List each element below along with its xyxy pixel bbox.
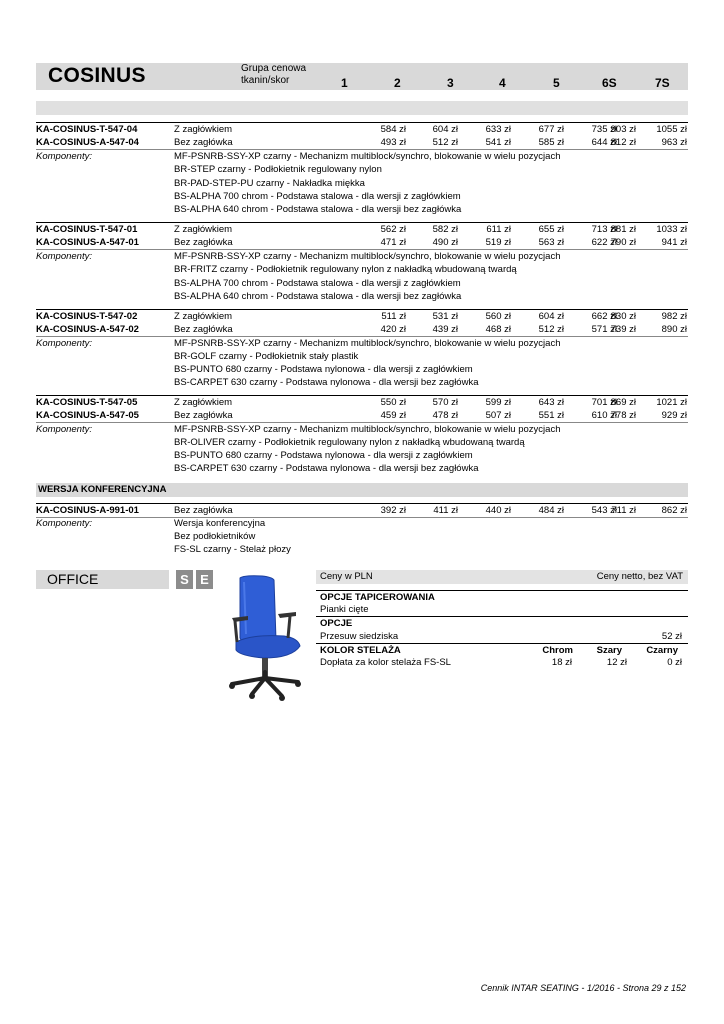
- price-cell: 571 zł: [591, 324, 617, 335]
- price-cell: 735 zł: [591, 124, 617, 135]
- product-code: KA-COSINUS-T-547-04: [36, 124, 138, 135]
- price-cell: 701 zł: [591, 397, 617, 408]
- price-cell: 493 zł: [380, 137, 406, 148]
- column-header-1: 1: [341, 76, 348, 90]
- price-cell: 862 zł: [661, 505, 687, 516]
- price-cell: 982 zł: [661, 311, 687, 322]
- price-cell: 471 zł: [380, 237, 406, 248]
- price-cell: 662 zł: [591, 311, 617, 322]
- price-cell: 560 zł: [485, 311, 511, 322]
- component-line: BS-CARPET 630 czarny - Podstawa nylonowa - dla wersji bez zagłówka: [174, 463, 479, 474]
- components-label-row: [36, 517, 688, 530]
- price-group-label-line2: tkanin/skor: [241, 75, 290, 86]
- frame-surcharge-row: [316, 656, 688, 669]
- price-cell: 677 zł: [538, 124, 564, 135]
- price-cell: 941 zł: [661, 237, 687, 248]
- component-line: BR-PAD-STEP-PU czarny - Nakładka miękka: [174, 178, 365, 189]
- price-cell: 468 zł: [485, 324, 511, 335]
- price-cell: 655 zł: [538, 224, 564, 235]
- components-label: Komponenty:: [36, 518, 92, 529]
- price-cell: 543 zł: [591, 505, 617, 516]
- frame-surcharge-label: Dopłata za kolor stelaża FS-SL: [320, 657, 451, 668]
- header-spacer-bar: [36, 101, 688, 115]
- table-row: [36, 396, 688, 409]
- product-desc: Bez zagłówka: [174, 324, 233, 335]
- upholstery-options-title: OPCJE TAPICEROWANIA: [320, 592, 435, 603]
- price-cell: 420 zł: [380, 324, 406, 335]
- price-cell: 563 zł: [538, 237, 564, 248]
- component-line: MF-PSNRB-SSY-XP czarny - Mechanizm multiblock/synchro, blokowanie w wielu pozycjach: [174, 151, 561, 162]
- page-footer: Cennik INTAR SEATING - 1/2016 - Strona 29 z 152: [480, 983, 686, 993]
- table-row: [36, 123, 688, 136]
- price-cell: 519 zł: [485, 237, 511, 248]
- product-desc: Z zagłówkiem: [174, 311, 233, 322]
- price-cell: 459 zł: [380, 410, 406, 421]
- vat-note: Ceny netto, bez VAT: [596, 571, 683, 582]
- component-line: FS-SL czarny - Stelaż płozy: [174, 544, 291, 555]
- price-cell: 562 zł: [380, 224, 406, 235]
- frame-col-czarny: Czarny: [646, 645, 678, 656]
- price-cell: 511 zł: [381, 311, 406, 322]
- table-row: [36, 310, 688, 323]
- upholstery-options-title-row: [316, 590, 688, 604]
- product-code: KA-COSINUS-T-547-01: [36, 224, 138, 235]
- product-code: KA-COSINUS-A-991-01: [36, 505, 139, 516]
- product-code: KA-COSINUS-A-547-04: [36, 137, 139, 148]
- conference-section-title: [36, 483, 688, 497]
- price-cell: 541 zł: [485, 137, 511, 148]
- product-desc: Bez zagłówka: [174, 505, 233, 516]
- product-desc: Bez zagłówka: [174, 137, 233, 148]
- frame-price-chrom: 18 zł: [551, 657, 572, 668]
- components-label: Komponenty:: [36, 338, 92, 349]
- product-desc: Z zagłówkiem: [174, 124, 233, 135]
- price-cell: 584 zł: [380, 124, 406, 135]
- upholstery-option: Pianki cięte: [320, 604, 369, 615]
- price-cell: 604 zł: [538, 311, 564, 322]
- component-line: BS-ALPHA 640 chrom - Podstawa stalowa - dla wersji bez zagłówka: [174, 204, 462, 215]
- table-row: [36, 136, 688, 149]
- price-cell: 531 zł: [432, 311, 458, 322]
- price-cell: 585 zł: [538, 137, 564, 148]
- component-line: BS-CARPET 630 czarny - Podstawa nylonowa - dla wersji bez zagłówka: [174, 377, 479, 388]
- office-label-box: [36, 570, 169, 589]
- price-cell: 512 zł: [538, 324, 564, 335]
- price-cell: 411 zł: [433, 505, 458, 516]
- table-row: [36, 323, 688, 336]
- price-cell: 739 zł: [610, 324, 636, 335]
- component-line: MF-PSNRB-SSY-XP czarny - Mechanizm multiblock/synchro, blokowanie w wielu pozycjach: [174, 338, 561, 349]
- product-desc: Z zagłówkiem: [174, 397, 233, 408]
- table-row: [36, 236, 688, 249]
- product-code: KA-COSINUS-A-547-05: [36, 410, 139, 421]
- price-cell: 582 zł: [432, 224, 458, 235]
- currency-note: Ceny w PLN: [320, 571, 373, 582]
- product-code: KA-COSINUS-T-547-02: [36, 311, 138, 322]
- price-cell: 611 zł: [486, 224, 511, 235]
- component-line: BS-ALPHA 700 chrom - Podstawa stalowa - dla wersji z zagłówkiem: [174, 191, 461, 202]
- frame-col-szary: Szary: [596, 645, 622, 656]
- price-cell: 778 zł: [610, 410, 636, 421]
- component-line: BS-PUNTO 680 czarny - Podstawa nylonowa - dla wersji z zagłówkiem: [174, 364, 473, 375]
- frame-col-chrom: Chrom: [542, 645, 573, 656]
- price-cell: 490 zł: [432, 237, 458, 248]
- component-line: BR-STEP czarny - Podłokietnik regulowany nylon: [174, 164, 382, 175]
- price-cell: 1055 zł: [656, 124, 687, 135]
- product-desc: Bez zagłówka: [174, 237, 233, 248]
- component-line: BR-OLIVER czarny - Podłokietnik regulowany nylon z nakładką wbudowaną twardą: [174, 437, 525, 448]
- price-cell: 790 zł: [610, 237, 636, 248]
- price-cell: 830 zł: [610, 311, 636, 322]
- table-row: [36, 409, 688, 422]
- office-chair-image: [222, 572, 304, 702]
- column-header-4: 4: [499, 76, 506, 90]
- component-line: MF-PSNRB-SSY-XP czarny - Mechanizm multiblock/synchro, blokowanie w wielu pozycjach: [174, 251, 561, 262]
- price-cell: 512 zł: [432, 137, 458, 148]
- price-cell: 507 zł: [485, 410, 511, 421]
- component-line: BR-FRITZ czarny - Podłokietnik regulowany nylon z nakładką wbudowaną twardą: [174, 264, 517, 275]
- conference-section-label: WERSJA KONFERENCYJNA: [38, 484, 167, 495]
- options-title-row: [316, 616, 688, 630]
- page-title: COSINUS: [48, 64, 146, 87]
- price-cell: 599 zł: [485, 397, 511, 408]
- column-header-3: 3: [447, 76, 454, 90]
- badge-e: E: [196, 570, 213, 589]
- office-label: OFFICE: [47, 571, 99, 587]
- frame-price-szary: 12 zł: [606, 657, 627, 668]
- price-cell: 551 zł: [538, 410, 564, 421]
- components-label: Komponenty:: [36, 424, 92, 435]
- price-cell: 478 zł: [432, 410, 458, 421]
- options-title: OPCJE: [320, 618, 353, 629]
- price-cell: 881 zł: [610, 224, 636, 235]
- product-desc: Bez zagłówka: [174, 410, 233, 421]
- office-price-header: [316, 570, 688, 584]
- product-code: KA-COSINUS-T-547-05: [36, 397, 138, 408]
- product-code: KA-COSINUS-A-547-01: [36, 237, 139, 248]
- price-cell: 711 zł: [611, 505, 636, 516]
- price-cell: 604 zł: [432, 124, 458, 135]
- frame-color-title: KOLOR STELAŻA: [320, 645, 401, 656]
- price-cell: 570 zł: [432, 397, 458, 408]
- upholstery-option-row: [316, 603, 688, 616]
- price-cell: 869 zł: [610, 397, 636, 408]
- badge-s: S: [176, 570, 193, 589]
- price-cell: 644 zł: [591, 137, 617, 148]
- component-line: BS-PUNTO 680 czarny - Podstawa nylonowa - dla wersji z zagłówkiem: [174, 450, 473, 461]
- column-header-5: 5: [553, 76, 560, 90]
- product-desc: Z zagłówkiem: [174, 224, 233, 235]
- component-line: BS-ALPHA 640 chrom - Podstawa stalowa - dla wersji bez zagłówka: [174, 291, 462, 302]
- price-cell: 439 zł: [432, 324, 458, 335]
- price-group-label: [241, 63, 306, 87]
- frame-color-title-row: [316, 643, 688, 657]
- price-cell: 633 zł: [485, 124, 511, 135]
- component-line: Wersja konferencyjna: [174, 518, 266, 529]
- option-row: [316, 630, 688, 643]
- components-label: Komponenty:: [36, 251, 92, 262]
- option-label: Przesuw siedziska: [320, 631, 399, 642]
- table-row: [36, 223, 688, 236]
- component-line: MF-PSNRB-SSY-XP czarny - Mechanizm multiblock/synchro, blokowanie w wielu pozycjach: [174, 424, 561, 435]
- price-cell: 1033 zł: [656, 224, 687, 235]
- column-header-7s: 7S: [655, 76, 670, 90]
- frame-price-czarny: 0 zł: [667, 657, 682, 668]
- price-cell: 929 zł: [661, 410, 687, 421]
- product-code: KA-COSINUS-A-547-02: [36, 324, 139, 335]
- price-cell: 963 zł: [661, 137, 687, 148]
- component-line: BR-GOLF czarny - Podłokietnik stały plastik: [174, 351, 359, 362]
- price-cell: 713 zł: [591, 224, 617, 235]
- price-cell: 643 zł: [538, 397, 564, 408]
- price-cell: 890 zł: [661, 324, 687, 335]
- price-cell: 622 zł: [591, 237, 617, 248]
- price-cell: 550 zł: [380, 397, 406, 408]
- price-cell: 610 zł: [591, 410, 617, 421]
- components-label: Komponenty:: [36, 151, 92, 162]
- option-price: 52 zł: [661, 631, 682, 642]
- component-line: BS-ALPHA 700 chrom - Podstawa stalowa - dla wersji z zagłówkiem: [174, 278, 461, 289]
- price-cell: 903 zł: [610, 124, 636, 135]
- component-line: Bez podłokietników: [174, 531, 256, 542]
- price-group-label-line1: Grupa cenowa: [241, 63, 307, 74]
- table-row: [36, 504, 688, 517]
- price-cell: 812 zł: [610, 137, 636, 148]
- price-cell: 392 zł: [380, 505, 406, 516]
- price-cell: 440 zł: [485, 505, 511, 516]
- price-cell: 484 zł: [538, 505, 564, 516]
- price-cell: 1021 zł: [656, 397, 687, 408]
- column-header-6s: 6S: [602, 76, 617, 90]
- column-header-2: 2: [394, 76, 401, 90]
